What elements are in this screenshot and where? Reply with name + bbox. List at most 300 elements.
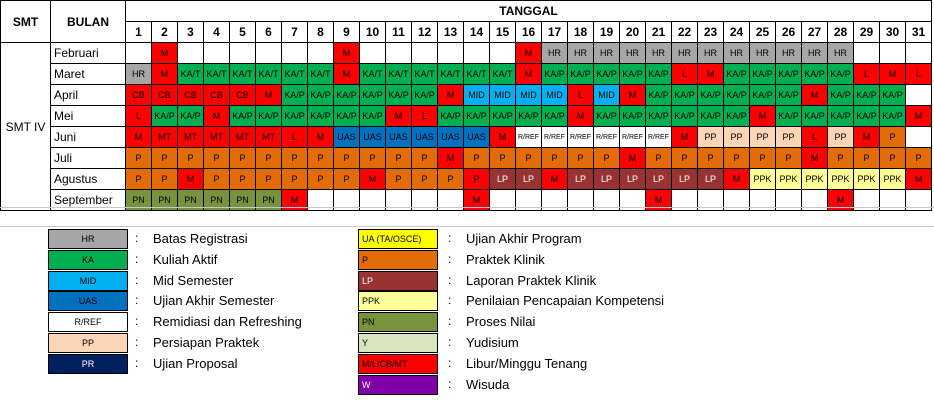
schedule-cell: UAS bbox=[412, 127, 438, 148]
schedule-cell: P bbox=[308, 169, 334, 190]
schedule-cell: M bbox=[490, 127, 516, 148]
schedule-cell: R/REF bbox=[516, 127, 542, 148]
schedule-cell: KA/P bbox=[282, 85, 308, 106]
schedule-cell: P bbox=[880, 148, 906, 169]
schedule-cell: P bbox=[282, 148, 308, 169]
schedule-cell: M bbox=[646, 190, 672, 211]
schedule-cell: P bbox=[204, 169, 230, 190]
semester-label: SMT IV bbox=[1, 43, 51, 211]
day-number: 15 bbox=[490, 22, 516, 43]
schedule-cell: M bbox=[880, 64, 906, 85]
month-row bbox=[1, 43, 932, 64]
day-number: 5 bbox=[230, 22, 256, 43]
schedule-cell: P bbox=[360, 148, 386, 169]
day-number: 14 bbox=[464, 22, 490, 43]
schedule-cell: HR bbox=[620, 43, 646, 64]
legend-description: Persiapan Praktek bbox=[153, 335, 260, 350]
schedule-cell: M bbox=[334, 64, 360, 85]
schedule-cell: PN bbox=[178, 190, 204, 211]
schedule-cell: M bbox=[282, 190, 308, 211]
schedule-cell: M bbox=[620, 85, 646, 106]
schedule-cell: KA/P bbox=[568, 64, 594, 85]
day-number: 20 bbox=[620, 22, 646, 43]
schedule-cell: M bbox=[126, 127, 152, 148]
schedule-cell bbox=[854, 43, 880, 64]
schedule-cell: PP bbox=[828, 127, 854, 148]
schedule-cell: P bbox=[854, 148, 880, 169]
schedule-cell: M bbox=[516, 64, 542, 85]
schedule-cell: CB bbox=[230, 85, 256, 106]
schedule-cell: KA/T bbox=[282, 64, 308, 85]
schedule-cell: P bbox=[698, 148, 724, 169]
schedule-cell: M bbox=[854, 127, 880, 148]
schedule-cell: MT bbox=[204, 127, 230, 148]
day-number: 21 bbox=[646, 22, 672, 43]
schedule-cell: KA/P bbox=[542, 106, 568, 127]
legend-colon: : bbox=[448, 376, 452, 391]
schedule-cell: P bbox=[906, 148, 932, 169]
day-number: 16 bbox=[516, 22, 542, 43]
legend-description: Libur/Minggu Tenang bbox=[466, 355, 588, 371]
legend-colon: : bbox=[448, 251, 452, 266]
legend-colon: : bbox=[448, 293, 452, 308]
legend-swatch: PP bbox=[48, 333, 128, 353]
schedule-cell: M bbox=[386, 106, 412, 127]
month-row bbox=[1, 106, 932, 127]
legend-description: Praktek Klinik bbox=[466, 251, 545, 267]
month-name: Februari bbox=[51, 43, 126, 64]
schedule-cell: KA/P bbox=[724, 106, 750, 127]
legend-colon: : bbox=[448, 335, 452, 349]
schedule-cell: P bbox=[152, 169, 178, 190]
schedule-cell: HR bbox=[776, 43, 802, 64]
smt-header: SMT bbox=[1, 1, 51, 43]
legend-colon: : bbox=[135, 231, 139, 245]
schedule-cell: LP bbox=[490, 169, 516, 190]
month-row bbox=[1, 148, 932, 169]
schedule-cell: KA/P bbox=[256, 106, 282, 127]
schedule-cell bbox=[256, 43, 282, 64]
schedule-cell bbox=[178, 43, 204, 64]
schedule-cell: KA/P bbox=[230, 106, 256, 127]
month-name: Maret bbox=[51, 64, 126, 85]
schedule-cell: UAS bbox=[360, 127, 386, 148]
legend-description: Wisuda bbox=[466, 376, 510, 392]
schedule-cell: M bbox=[334, 43, 360, 64]
schedule-cell: P bbox=[880, 127, 906, 148]
schedule-cell: L bbox=[412, 106, 438, 127]
schedule-cell bbox=[464, 43, 490, 64]
schedule-cell bbox=[282, 43, 308, 64]
legend-description: Yudisium bbox=[466, 335, 519, 350]
schedule-cell: KA/P bbox=[672, 106, 698, 127]
schedule-cell: KA/P bbox=[516, 106, 542, 127]
day-number: 7 bbox=[282, 22, 308, 43]
schedule-cell: M bbox=[542, 169, 568, 190]
schedule-cell: UAS bbox=[464, 127, 490, 148]
schedule-cell: P bbox=[724, 148, 750, 169]
day-number: 29 bbox=[854, 22, 880, 43]
schedule-cell: P bbox=[334, 169, 360, 190]
schedule-cell: P bbox=[438, 169, 464, 190]
schedule-cell: PPK bbox=[854, 169, 880, 190]
month-name: Juni bbox=[51, 127, 126, 148]
day-number: 24 bbox=[724, 22, 750, 43]
legend-swatch: R/REF bbox=[48, 312, 128, 332]
legend-colon: : bbox=[135, 335, 139, 349]
schedule-cell: KA/P bbox=[854, 106, 880, 127]
schedule-cell: P bbox=[542, 148, 568, 169]
schedule-cell: P bbox=[230, 148, 256, 169]
schedule-cell: L bbox=[126, 106, 152, 127]
schedule-cell: MT bbox=[230, 127, 256, 148]
schedule-cell: KA/P bbox=[802, 106, 828, 127]
schedule-cell: KA/P bbox=[308, 106, 334, 127]
month-row bbox=[1, 127, 932, 148]
schedule-cell bbox=[906, 43, 932, 64]
schedule-cell: MID bbox=[516, 85, 542, 106]
day-number: 18 bbox=[568, 22, 594, 43]
schedule-cell: CB bbox=[204, 85, 230, 106]
schedule-cell: MID bbox=[542, 85, 568, 106]
day-number: 25 bbox=[750, 22, 776, 43]
schedule-cell: KA/T bbox=[360, 64, 386, 85]
schedule-cell: KA/T bbox=[230, 64, 256, 85]
schedule-cell bbox=[386, 43, 412, 64]
section-divider bbox=[0, 207, 934, 208]
schedule-cell: KA/P bbox=[828, 85, 854, 106]
month-name: Agustus bbox=[51, 169, 126, 190]
schedule-cell: M bbox=[516, 43, 542, 64]
schedule-cell: L bbox=[802, 127, 828, 148]
schedule-cell: KA/P bbox=[802, 64, 828, 85]
legend-description: Ujian Proposal bbox=[153, 355, 238, 371]
schedule-cell: LP bbox=[646, 169, 672, 190]
legend-colon: : bbox=[448, 272, 452, 287]
schedule-cell: PPK bbox=[750, 169, 776, 190]
schedule-cell: KA/P bbox=[750, 64, 776, 85]
schedule-cell: M bbox=[698, 64, 724, 85]
schedule-cell: CB bbox=[126, 85, 152, 106]
schedule-cell: M bbox=[906, 106, 932, 127]
schedule-cell: UAS bbox=[334, 127, 360, 148]
schedule-cell: MID bbox=[464, 85, 490, 106]
schedule-cell: P bbox=[204, 148, 230, 169]
legend-swatch: Y bbox=[358, 333, 438, 353]
schedule-cell: HR bbox=[672, 43, 698, 64]
schedule-cell: LP bbox=[516, 169, 542, 190]
schedule-cell: KA/P bbox=[308, 85, 334, 106]
legend-swatch: LP bbox=[358, 271, 438, 291]
schedule-cell: KA/P bbox=[438, 106, 464, 127]
schedule-cell: PN bbox=[230, 190, 256, 211]
schedule-cell: P bbox=[516, 148, 542, 169]
day-number: 10 bbox=[360, 22, 386, 43]
schedule-cell: KA/T bbox=[256, 64, 282, 85]
day-number: 12 bbox=[412, 22, 438, 43]
schedule-cell: P bbox=[386, 169, 412, 190]
schedule-cell: M bbox=[568, 106, 594, 127]
schedule-cell: P bbox=[126, 148, 152, 169]
schedule-cell: M bbox=[464, 190, 490, 211]
schedule-cell: KA/P bbox=[672, 85, 698, 106]
schedule-cell: HR bbox=[724, 43, 750, 64]
legend-description: Ujian Akhir Semester bbox=[153, 293, 275, 309]
schedule-cell: L bbox=[672, 64, 698, 85]
schedule-cell: R/REF bbox=[568, 127, 594, 148]
schedule-cell: PP bbox=[776, 127, 802, 148]
schedule-cell: M bbox=[802, 85, 828, 106]
schedule-cell: KA/T bbox=[204, 64, 230, 85]
legend-swatch: P bbox=[358, 250, 438, 270]
schedule-cell: PP bbox=[724, 127, 750, 148]
schedule-cell: KA/P bbox=[490, 106, 516, 127]
legend-description: Ujian Akhir Program bbox=[466, 231, 582, 246]
month-row bbox=[1, 85, 932, 106]
schedule-cell bbox=[204, 43, 230, 64]
schedule-cell: P bbox=[464, 169, 490, 190]
legend-colon: : bbox=[135, 355, 139, 370]
legend-swatch: HR bbox=[48, 229, 128, 249]
schedule-cell: KA/P bbox=[542, 64, 568, 85]
schedule-cell bbox=[438, 43, 464, 64]
section-divider bbox=[0, 226, 934, 227]
schedule-cell: KA/P bbox=[776, 85, 802, 106]
schedule-cell: LP bbox=[698, 169, 724, 190]
schedule-cell: PP bbox=[750, 127, 776, 148]
schedule-cell: P bbox=[490, 148, 516, 169]
schedule-cell: KA/P bbox=[620, 106, 646, 127]
schedule-cell: KA/P bbox=[698, 106, 724, 127]
day-number: 8 bbox=[308, 22, 334, 43]
schedule-cell bbox=[906, 85, 932, 106]
schedule-cell: P bbox=[464, 148, 490, 169]
legend-colon: : bbox=[448, 355, 452, 370]
schedule-cell: P bbox=[828, 148, 854, 169]
day-number: 1 bbox=[126, 22, 152, 43]
legend-colon: : bbox=[448, 314, 452, 329]
legend-description: Mid Semester bbox=[153, 272, 234, 288]
legend-swatch: PN bbox=[358, 312, 438, 332]
schedule-cell: KA/T bbox=[464, 64, 490, 85]
schedule-cell: KA/T bbox=[386, 64, 412, 85]
day-number: 22 bbox=[672, 22, 698, 43]
schedule-cell: KA/P bbox=[360, 85, 386, 106]
schedule-cell: M bbox=[360, 169, 386, 190]
schedule-cell: M bbox=[152, 43, 178, 64]
day-number: 19 bbox=[594, 22, 620, 43]
schedule-cell: HR bbox=[802, 43, 828, 64]
schedule-cell: MT bbox=[256, 127, 282, 148]
schedule-cell: KA/P bbox=[828, 64, 854, 85]
day-number: 9 bbox=[334, 22, 360, 43]
schedule-cell: MID bbox=[594, 85, 620, 106]
schedule-cell: P bbox=[308, 148, 334, 169]
schedule-cell: P bbox=[412, 148, 438, 169]
legend-swatch: M/L/CB/MT bbox=[358, 354, 438, 374]
schedule-cell: HR bbox=[750, 43, 776, 64]
schedule-cell: MT bbox=[152, 127, 178, 148]
schedule-cell: R/REF bbox=[594, 127, 620, 148]
schedule-cell: M bbox=[802, 148, 828, 169]
day-number: 31 bbox=[906, 22, 932, 43]
schedule-cell: M bbox=[152, 64, 178, 85]
day-number: 2 bbox=[152, 22, 178, 43]
schedule-cell: P bbox=[230, 169, 256, 190]
legend-colon: : bbox=[448, 231, 452, 245]
legend-swatch: PPK bbox=[358, 291, 438, 311]
schedule-cell: KA/T bbox=[490, 64, 516, 85]
schedule-cell: KA/T bbox=[438, 64, 464, 85]
schedule-cell: PPK bbox=[828, 169, 854, 190]
schedule-cell: PPK bbox=[880, 169, 906, 190]
schedule-cell: P bbox=[412, 169, 438, 190]
schedule-cell bbox=[230, 43, 256, 64]
schedule-cell: KA/P bbox=[854, 85, 880, 106]
schedule-cell: HR bbox=[646, 43, 672, 64]
month-name: Mei bbox=[51, 106, 126, 127]
legend-colon: : bbox=[135, 251, 139, 266]
legend-swatch: PR bbox=[48, 354, 128, 374]
month-name: Juli bbox=[51, 148, 126, 169]
legend-swatch: UA (TA/OSCE) bbox=[358, 229, 438, 249]
day-number: 11 bbox=[386, 22, 412, 43]
schedule-cell: P bbox=[750, 148, 776, 169]
schedule-cell: KA/P bbox=[464, 106, 490, 127]
schedule-cell: L bbox=[854, 64, 880, 85]
schedule-cell bbox=[906, 127, 932, 148]
schedule-cell: P bbox=[282, 169, 308, 190]
schedule-cell: R/REF bbox=[620, 127, 646, 148]
schedule-cell: KA/T bbox=[178, 64, 204, 85]
legend-description: Proses Nilai bbox=[466, 314, 536, 330]
legend-swatch: UAS bbox=[48, 291, 128, 311]
schedule-cell: UAS bbox=[438, 127, 464, 148]
schedule-cell: M bbox=[438, 148, 464, 169]
schedule-cell: M bbox=[906, 169, 932, 190]
schedule-cell: P bbox=[594, 148, 620, 169]
schedule-cell: P bbox=[256, 148, 282, 169]
day-number: 30 bbox=[880, 22, 906, 43]
schedule-cell: KA/P bbox=[828, 106, 854, 127]
schedule-cell: M bbox=[750, 106, 776, 127]
schedule-cell: KA/P bbox=[698, 85, 724, 106]
month-row bbox=[1, 64, 932, 85]
schedule-cell: P bbox=[256, 169, 282, 190]
schedule-cell: M bbox=[178, 169, 204, 190]
day-number: 13 bbox=[438, 22, 464, 43]
schedule-cell: M bbox=[308, 127, 334, 148]
legend-colon: : bbox=[135, 293, 139, 308]
schedule-cell: KA/P bbox=[412, 85, 438, 106]
schedule-cell: HR bbox=[126, 64, 152, 85]
day-number: 17 bbox=[542, 22, 568, 43]
schedule-cell: P bbox=[776, 148, 802, 169]
schedule-cell: M bbox=[828, 190, 854, 211]
schedule-cell: PN bbox=[204, 190, 230, 211]
schedule-cell: HR bbox=[698, 43, 724, 64]
schedule-cell bbox=[490, 43, 516, 64]
schedule-cell: UAS bbox=[386, 127, 412, 148]
schedule-cell: KA/P bbox=[152, 106, 178, 127]
schedule-cell: KA/P bbox=[724, 64, 750, 85]
schedule-cell: KA/P bbox=[594, 106, 620, 127]
schedule-cell: PPK bbox=[776, 169, 802, 190]
schedule-cell: PP bbox=[698, 127, 724, 148]
schedule-cell: HR bbox=[568, 43, 594, 64]
month-row bbox=[1, 169, 932, 190]
schedule-cell: KA/P bbox=[334, 85, 360, 106]
schedule-cell: LP bbox=[594, 169, 620, 190]
schedule-cell: KA/T bbox=[308, 64, 334, 85]
schedule-cell: L bbox=[568, 85, 594, 106]
schedule-cell: KA/P bbox=[386, 85, 412, 106]
schedule-cell: LP bbox=[568, 169, 594, 190]
month-name: April bbox=[51, 85, 126, 106]
legend-description: Remidiasi dan Refreshing bbox=[153, 314, 302, 330]
schedule-cell: P bbox=[178, 148, 204, 169]
schedule-cell: CB bbox=[152, 85, 178, 106]
legend-description: Penilaian Pencapaian Kompetensi bbox=[466, 293, 665, 309]
schedule-cell: P bbox=[334, 148, 360, 169]
schedule-cell: KA/P bbox=[334, 106, 360, 127]
schedule-cell: P bbox=[126, 169, 152, 190]
schedule-cell: R/REF bbox=[646, 127, 672, 148]
day-number: 23 bbox=[698, 22, 724, 43]
schedule-cell: PN bbox=[126, 190, 152, 211]
day-number: 26 bbox=[776, 22, 802, 43]
schedule-cell: P bbox=[386, 148, 412, 169]
day-number: 4 bbox=[204, 22, 230, 43]
schedule-cell: KA/P bbox=[880, 85, 906, 106]
schedule-cell: PN bbox=[152, 190, 178, 211]
day-number: 6 bbox=[256, 22, 282, 43]
schedule-cell: KA/P bbox=[776, 64, 802, 85]
schedule-cell: M bbox=[204, 106, 230, 127]
legend-swatch: W bbox=[358, 375, 438, 395]
schedule-cell: P bbox=[568, 148, 594, 169]
legend-description: Laporan Praktek Klinik bbox=[466, 272, 597, 288]
schedule-cell: MID bbox=[490, 85, 516, 106]
schedule-cell: PPK bbox=[802, 169, 828, 190]
schedule-cell: HR bbox=[542, 43, 568, 64]
schedule-cell: KA/P bbox=[594, 64, 620, 85]
schedule-cell: KA/P bbox=[646, 106, 672, 127]
schedule-cell: KA/P bbox=[360, 106, 386, 127]
schedule-cell bbox=[880, 43, 906, 64]
schedule-cell: KA/P bbox=[620, 64, 646, 85]
legend-description: Batas Registrasi bbox=[153, 231, 248, 246]
schedule-cell: P bbox=[672, 148, 698, 169]
schedule-cell bbox=[126, 43, 152, 64]
legend-colon: : bbox=[135, 272, 139, 287]
legend-colon: : bbox=[135, 314, 139, 329]
schedule-cell: KA/P bbox=[282, 106, 308, 127]
schedule-cell: LP bbox=[620, 169, 646, 190]
schedule-cell: M bbox=[724, 169, 750, 190]
schedule-cell bbox=[360, 43, 386, 64]
day-number: 3 bbox=[178, 22, 204, 43]
schedule-cell: P bbox=[646, 148, 672, 169]
schedule-cell: LP bbox=[672, 169, 698, 190]
schedule-cell: M bbox=[620, 148, 646, 169]
schedule-cell: HR bbox=[828, 43, 854, 64]
legend-swatch: MID bbox=[48, 271, 128, 291]
schedule-cell: KA/P bbox=[646, 64, 672, 85]
legend-swatch: KA bbox=[48, 250, 128, 270]
schedule-cell: CB bbox=[178, 85, 204, 106]
schedule-cell: KA/P bbox=[178, 106, 204, 127]
